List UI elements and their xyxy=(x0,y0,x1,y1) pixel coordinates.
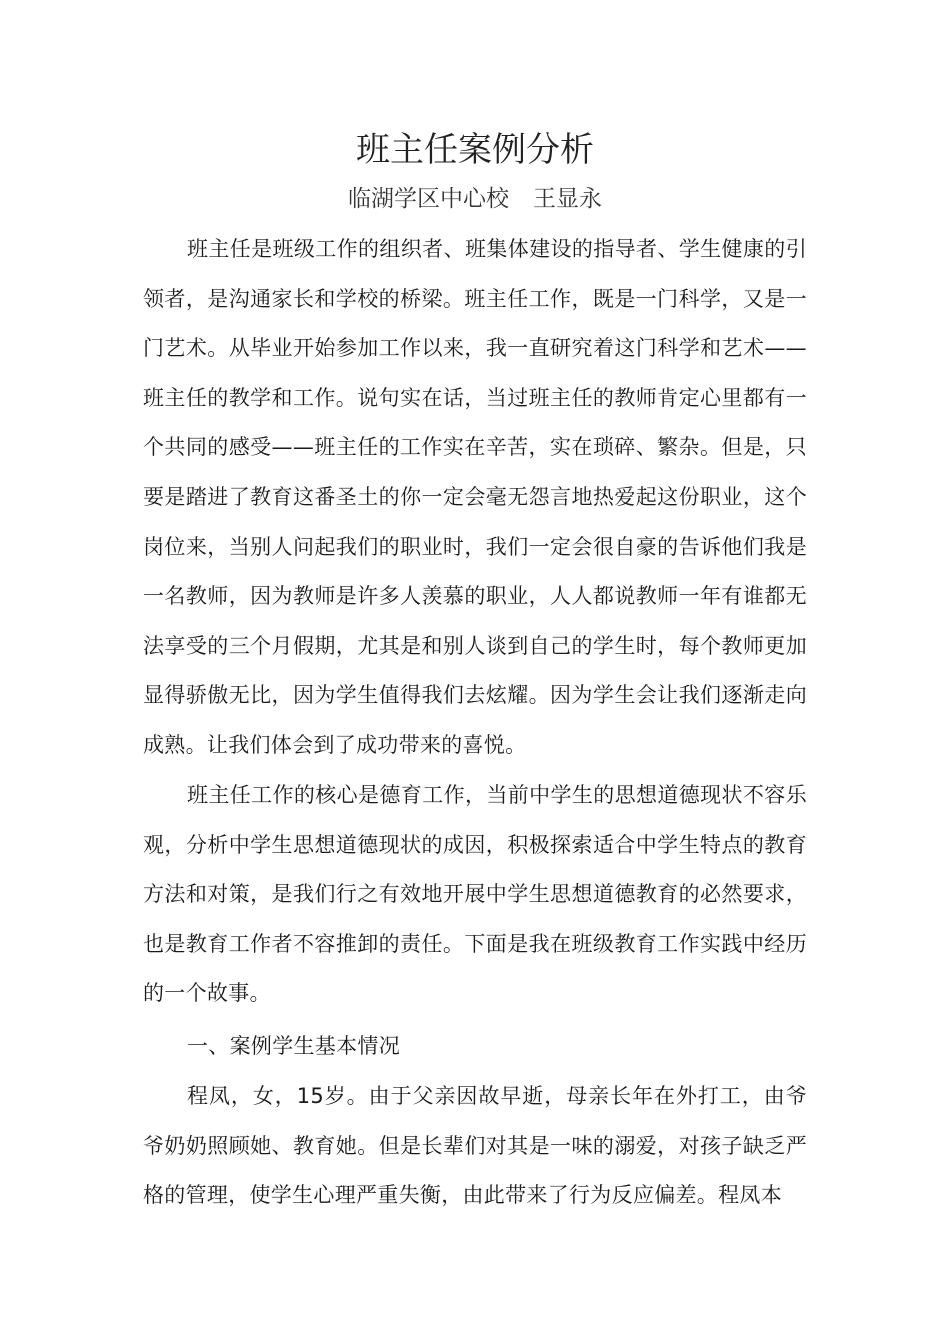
paragraph-1: 班主任是班级工作的组织者、班集体建设的指导者、学生健康的引领者，是沟通家长和学校的桥梁。班主任工作，既是一门科学，又是一门艺术。从毕业开始参加工作以来，我一直研究着这门科学和艺术——班主任的教学和工作。说句实在话，当过班主任的教师肯定心里都有一个共同的感受——班主任的工作实在辛苦，实在琐碎、繁杂。但是，只要是踏进了教育这番圣土的你一定会毫无怨言地热爱起这份职业，这个岗位来，当别人问起我们的职业时，我们一定会很自豪的告诉他们我是一名教师，因为教师是许多人羡慕的职业，人人都说教师一年有谁都无法享受的三个月假期，尤其是和别人谈到自己的学生时，每个教师更加显得骄傲无比，因为学生值得我们去炫耀。因为学生会让我们逐渐走向成熟。让我们体会到了成功带来的喜悦。 xyxy=(143,237,807,757)
document-title: 班主任案例分析 xyxy=(356,130,594,170)
subtitle-author: 王显永 xyxy=(533,186,602,212)
subtitle-school: 临湖学区中心校 xyxy=(348,186,509,212)
paragraph-2: 班主任工作的核心是德育工作，当前中学生的思想道德现状不容乐观，分析中学生思想道德现状的成因，积极探索适合中学生特点的教育方法和对策，是我们行之有效地开展中学生思想道德教育的必然要求，也是教育工作者不容推卸的责任。下面是我在班级教育工作实践中经历的一个故事。 xyxy=(143,783,807,1006)
section-heading: 一、案例学生基本情况 xyxy=(187,1034,400,1058)
document-subtitle xyxy=(0,182,950,216)
section-paragraph: 程凤，女，15岁。由于父亲因故早逝，母亲长年在外打工，由爷爷奶奶照顾她、教育她。但是长辈们对其是一味的溺爱，对孩子缺乏严格的管理，使学生心理严重失衡，由此带来了行为反应偏差。程凤本 xyxy=(143,1084,807,1208)
